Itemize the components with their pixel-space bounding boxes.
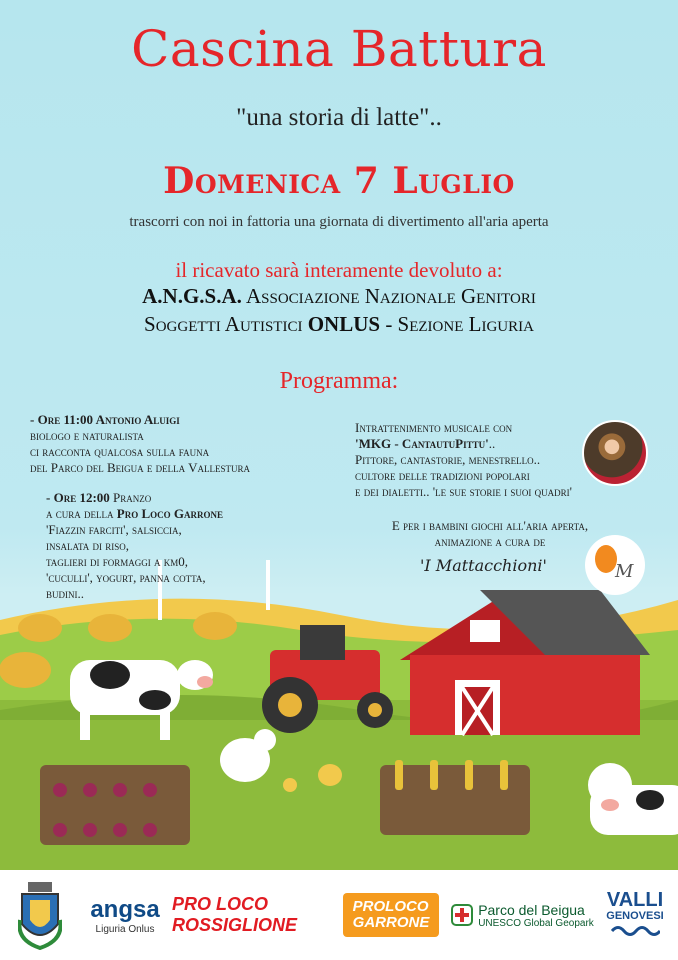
pro-loco-garrone-logo <box>336 870 446 960</box>
balloon-icon <box>595 545 617 573</box>
performer-photo <box>582 420 648 486</box>
music-line-2: cultore delle tradizioni popolari <box>355 468 530 483</box>
poster-subtitle: "una storia di latte".. <box>236 104 442 131</box>
tagline: trascorri con noi in fattoria una giornata di divertimento all'aria aperta <box>129 214 549 230</box>
kids-line-1: E per i bambini giochi all'aria aperta, <box>391 518 589 533</box>
association-name-end: Soggetti Autistici <box>144 312 308 336</box>
lunch-menu-line-5: budini.. <box>46 586 84 601</box>
morning-line-3: del Parco del Beigua e della Vallestura <box>30 460 251 475</box>
lunch-organizer: Pro Loco Garrone <box>116 506 223 521</box>
music-performer: 'MKG - CantautuPittu' <box>355 436 489 451</box>
event-date: Domenica 7 Luglio <box>163 160 515 202</box>
mattacchioni-logo-letter: M <box>615 561 634 582</box>
section-label: - Sezione Liguria <box>380 312 534 336</box>
angsa-logo-name: angsa <box>90 895 160 923</box>
sponsor-logo-bar <box>0 870 678 960</box>
lunch-menu-line-2: insalata di riso, <box>46 538 130 553</box>
kids-line-2: animazione a cura de <box>434 534 546 549</box>
charity-line: il ricavato sarà interamente devoluto a: <box>175 258 503 282</box>
angsa-logo <box>85 870 165 960</box>
association-acronym: A.N.G.S.A. <box>142 284 242 308</box>
lunch-menu-line-1: 'Fiazzin farciti', salsiccia, <box>46 522 182 537</box>
music-line-3: e dei dialetti.. 'le sue storie i suoi quadri' <box>355 484 572 499</box>
beigua-logo-name: Parco del Beigua <box>478 901 585 918</box>
kids-group-name: 'I Mattacchioni' <box>420 556 547 575</box>
morning-line-2: ci racconta qualcosa sulla fauna <box>30 444 210 459</box>
programme-item-kids <box>370 518 610 550</box>
cross-icon <box>451 904 473 926</box>
farm-illustration <box>0 560 678 870</box>
municipality-crest-logo <box>10 870 70 960</box>
crest-icon <box>18 880 62 950</box>
morning-time-speaker: - Ore 11:00 Antonio Aluigi <box>30 412 180 427</box>
association-name-start: Associazione Nazionale Genitori <box>241 284 536 308</box>
morning-line-1: biologo e naturalista <box>30 428 144 443</box>
valli-logo-line-1: VALLI <box>606 889 664 911</box>
programme-item-music <box>355 420 595 500</box>
lunch-title: Pranzo <box>109 490 152 505</box>
association-line-1 <box>0 284 678 309</box>
angsa-logo-sub: Liguria Onlus <box>95 923 155 935</box>
valli-genovesi-logo <box>598 870 672 960</box>
poster-title: Cascina Battura <box>131 20 547 78</box>
barn-illustration <box>400 590 650 735</box>
mattacchioni-logo <box>585 535 645 595</box>
music-intro: Intrattenimento musicale con <box>355 420 513 435</box>
beigua-logo-sub: UNESCO Global Geopark <box>478 917 594 929</box>
pro-loco-rossiglione-logo: PRO LOCO ROSSIGLIONE <box>172 894 298 935</box>
programme-title: Programma: <box>279 368 399 394</box>
garrone-logo-line-2: GARRONE <box>352 914 430 931</box>
garrone-logo-line-1: PROLOCO <box>352 898 429 915</box>
lunch-care-label: a cura della <box>46 506 117 521</box>
lunch-menu-line-3: taglieri di formaggi a km0, <box>46 554 189 569</box>
valli-logo-line-2: GENOVESI <box>606 910 664 922</box>
programme-item-morning <box>30 412 330 476</box>
music-line-1: Pittore, cantastorie, menestrello.. <box>355 452 541 467</box>
waves-icon <box>610 922 660 940</box>
onlus-label: ONLUS <box>307 312 381 336</box>
music-performer-suffix: .. <box>488 436 496 451</box>
association-line-2 <box>0 312 678 337</box>
parco-del-beigua-logo <box>450 870 595 960</box>
programme-item-lunch <box>46 490 296 602</box>
lunch-time: - Ore 12:00 <box>46 490 110 505</box>
lunch-menu-line-4: 'cuculli', yogurt, panna cotta, <box>46 570 206 585</box>
